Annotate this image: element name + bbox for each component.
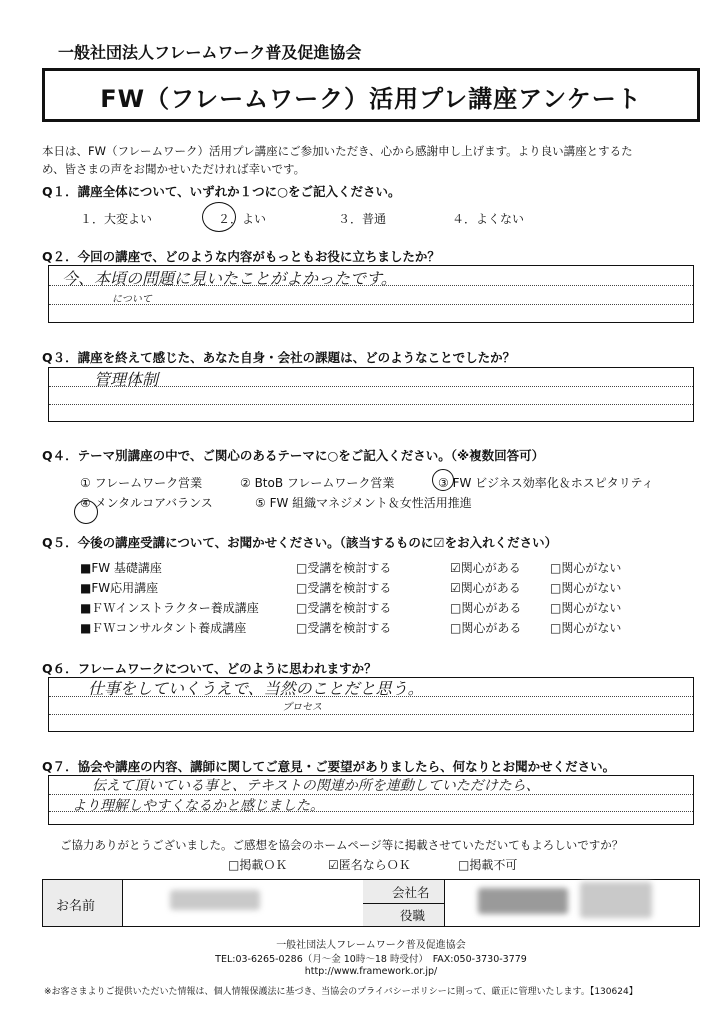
q4-option-4[interactable]: ④ メンタルコアバランス bbox=[80, 496, 213, 510]
consent-option-ok[interactable]: □掲載ＯＫ bbox=[228, 858, 288, 872]
q6-answer-note: プロセス bbox=[282, 702, 322, 713]
q2-question: Q２．今回の講座で、どのような内容がもっともお役に立ちましたか？ bbox=[42, 249, 440, 264]
q3-answer: 管理体制 bbox=[94, 370, 159, 389]
q4-option-2[interactable]: ② BtoB フレームワーク営業 bbox=[240, 476, 395, 490]
q5-row-2-not-interested[interactable]: □関心がない bbox=[550, 581, 622, 595]
name-redacted bbox=[170, 890, 260, 910]
company-redacted bbox=[478, 888, 568, 914]
q2-answer: 今、本頃の問題に見いたことがよかったです。 bbox=[62, 269, 397, 288]
q5-row-4-interested[interactable]: □関心がある bbox=[450, 621, 522, 635]
consent-option-no[interactable]: □掲載不可 bbox=[458, 858, 518, 872]
company-label: 会社名 bbox=[392, 885, 430, 900]
q1-option-3[interactable]: ３．普通 bbox=[338, 212, 387, 226]
q5-row-1-consider[interactable]: □受講を検討する bbox=[296, 561, 392, 575]
position-label: 役職 bbox=[400, 908, 426, 923]
q4-option-3-circle bbox=[432, 469, 454, 491]
q5-row-2-consider[interactable]: □受講を検討する bbox=[296, 581, 392, 595]
consent-question: ご協力ありがとうございました。ご感想を協会のホームページ等に掲載させていただいてもよろしいですか？ bbox=[60, 838, 624, 852]
q6-question: Q６．フレームワークについて、どのように思われますか？ bbox=[42, 661, 377, 676]
footer-contact: TEL:03-6265-0286（月～金 10時～18 時受付） FAX:050-3730-3779 bbox=[215, 954, 527, 965]
q5-row-3-not-interested[interactable]: □関心がない bbox=[550, 601, 622, 615]
footer-org: 一般社団法人フレームワーク普及促進協会 bbox=[276, 940, 466, 951]
q5-row-3-consider[interactable]: □受講を検討する bbox=[296, 601, 392, 615]
q5-row-1-not-interested[interactable]: □関心がない bbox=[550, 561, 622, 575]
q7-answer-line-2: より理解しやすくなるかと感じました。 bbox=[72, 798, 324, 814]
q4-option-5[interactable]: ⑤ FW 組織マネジメント＆女性活用推進 bbox=[255, 496, 472, 510]
page-title: FW（フレームワーク）活用プレ講座アンケート bbox=[100, 85, 642, 113]
q7-question: Q７．協会や講座の内容、講師に関してご意見・ご要望がありましたら、何なりとお聞かせください。 bbox=[42, 759, 616, 774]
q3-question: Q３．講座を終えて感じた、あなた自身・会社の課題は、どのようなことでしたか？ bbox=[42, 350, 516, 365]
q1-question: Q１．講座全体について、いずれか１つに○をご記入ください。 bbox=[42, 184, 401, 199]
q6-answer: 仕事をしていくうえで、当然のことだと思う。 bbox=[88, 679, 424, 698]
q5-row-4-course: ■ＦＷコンサルタント養成講座 bbox=[80, 621, 247, 635]
q4-option-3[interactable]: ③ FW ビジネス効率化＆ホスピタリティ bbox=[438, 476, 654, 490]
q5-row-3-course: ■ＦＷインストラクター養成講座 bbox=[80, 601, 259, 615]
q5-row-4-consider[interactable]: □受講を検討する bbox=[296, 621, 392, 635]
q4-question: Q４．テーマ別講座の中で、ご関心のあるテーマに○をご記入ください。（※複数回答可） bbox=[42, 448, 545, 463]
q5-row-2-course: ■FW応用講座 bbox=[80, 581, 159, 595]
q1-option-4[interactable]: ４．よくない bbox=[452, 212, 525, 226]
q1-option-1[interactable]: １．大変よい bbox=[80, 212, 153, 226]
q5-row-1-interested[interactable]: ☑関心がある bbox=[450, 561, 521, 575]
footer-privacy: ※お客さまよりご提供いただいた情報は、個人情報保護法に基づき、当協会のプライバシーポリシーに則って、厳正に管理いたします。【130624】 bbox=[44, 987, 638, 997]
q1-option-2[interactable]: ２．よい bbox=[218, 212, 267, 226]
q5-question: Q５．今後の講座受講について、お聞かせください。（該当するものに☑をお入れください） bbox=[42, 535, 558, 550]
q5-row-1-course: ■FW 基礎講座 bbox=[80, 561, 162, 575]
q5-row-4-not-interested[interactable]: □関心がない bbox=[550, 621, 622, 635]
q5-row-3-interested[interactable]: □関心がある bbox=[450, 601, 522, 615]
intro-line-1: 本日は、FW（フレームワーク）活用プレ講座にご参加いただき、心から感謝申し上げます。より良い講座とするた bbox=[42, 144, 633, 158]
consent-option-anonymous[interactable]: ☑匿名ならＯＫ bbox=[328, 858, 411, 872]
q2-answer-note: について bbox=[112, 294, 152, 305]
q1-selected-circle bbox=[202, 202, 236, 232]
q4-option-1[interactable]: ① フレームワーク営業 bbox=[80, 476, 203, 490]
org-header: 一般社団法人フレームワーク普及促進協会 bbox=[58, 43, 362, 62]
name-label: お名前 bbox=[56, 899, 96, 914]
q5-row-2-interested[interactable]: ☑関心がある bbox=[450, 581, 521, 595]
footer-url[interactable]: http://www.framework.or.jp/ bbox=[304, 966, 438, 977]
position-redacted bbox=[580, 882, 652, 918]
q4-option-4-circle bbox=[74, 500, 98, 524]
intro-line-2: め、皆さまの声をお聞かせいただければ幸いです。 bbox=[42, 162, 306, 176]
q7-answer-line-1: 伝えて頂いている事と、テキストの関連か所を連動していただけたら、 bbox=[92, 778, 540, 794]
